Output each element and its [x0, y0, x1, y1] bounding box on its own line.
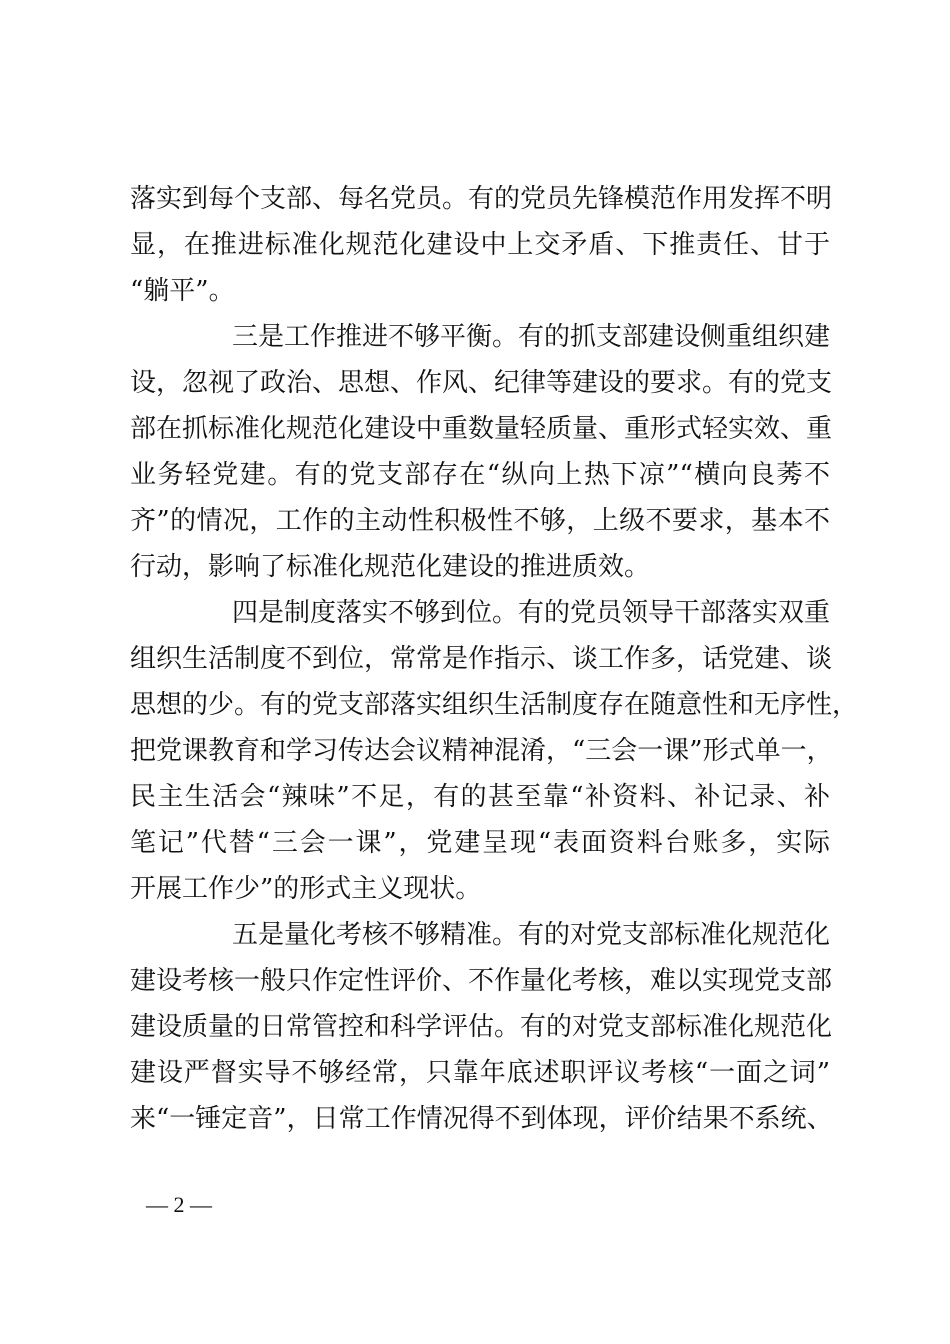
body-text-line: 开展工作少”的形式主义现状。 [130, 874, 482, 904]
body-text-line: 建设严督实导不够经常，只靠年底述职评议考核“一面之词” [130, 1058, 830, 1088]
body-text-line: 建设质量的日常管控和科学评估。有的对党支部标准化规范化 [130, 1012, 833, 1042]
paragraph-heading-line: 四是制度落实不够到位。有的党员领导干部落实双重 [232, 598, 831, 628]
page-number: — 2 — [146, 1192, 212, 1217]
paragraph-heading-line: 三是工作推进不够平衡。有的抓支部建设侧重组织建 [232, 322, 831, 352]
body-text-line: 部在抓标准化规范化建设中重数量轻质量、重形式轻实效、重 [130, 414, 833, 444]
body-text-line: 业务轻党建。有的党支部存在“纵向上热下凉”“横向良莠不 [130, 460, 830, 490]
body-text-line: 齐”的情况，工作的主动性积极性不够，上级不要求，基本不 [130, 506, 830, 536]
body-text-line: 设，忽视了政治、思想、作风、纪律等建设的要求。有的党支 [130, 368, 833, 398]
body-text-line: 显，在推进标准化规范化建设中上交矛盾、下推责任、甘于 [130, 230, 830, 260]
body-text-line: 建设考核一般只作定性评价、不作量化考核，难以实现党支部 [130, 966, 833, 996]
body-text-line: 笔记”代替“三会一课”，党建呈现“表面资料台账多，实际 [130, 828, 830, 858]
paragraph-heading-line: 五是量化考核不够精准。有的对党支部标准化规范化 [232, 920, 831, 950]
body-text-line: 组织生活制度不到位，常常是作指示、谈工作多，话党建、谈 [130, 644, 833, 674]
body-text-line: 行动，影响了标准化规范化建设的推进质效。 [130, 552, 651, 582]
body-text-line: 民主生活会“辣味”不足，有的甚至靠“补资料、补记录、补 [130, 782, 830, 812]
body-text-line: 来“一锤定音”，日常工作情况得不到体现，评价结果不系统、 [130, 1104, 833, 1134]
body-text-line: 落实到每个支部、每名党员。有的党员先锋模范作用发挥不明 [130, 184, 833, 214]
body-text-line: 把党课教育和学习传达会议精神混淆，“三会一课”形式单一， [130, 736, 833, 766]
body-text-line: 思想的少。有的党支部落实组织生活制度存在随意性和无序性， [130, 690, 859, 720]
body-text-line: “躺平”。 [130, 276, 235, 306]
